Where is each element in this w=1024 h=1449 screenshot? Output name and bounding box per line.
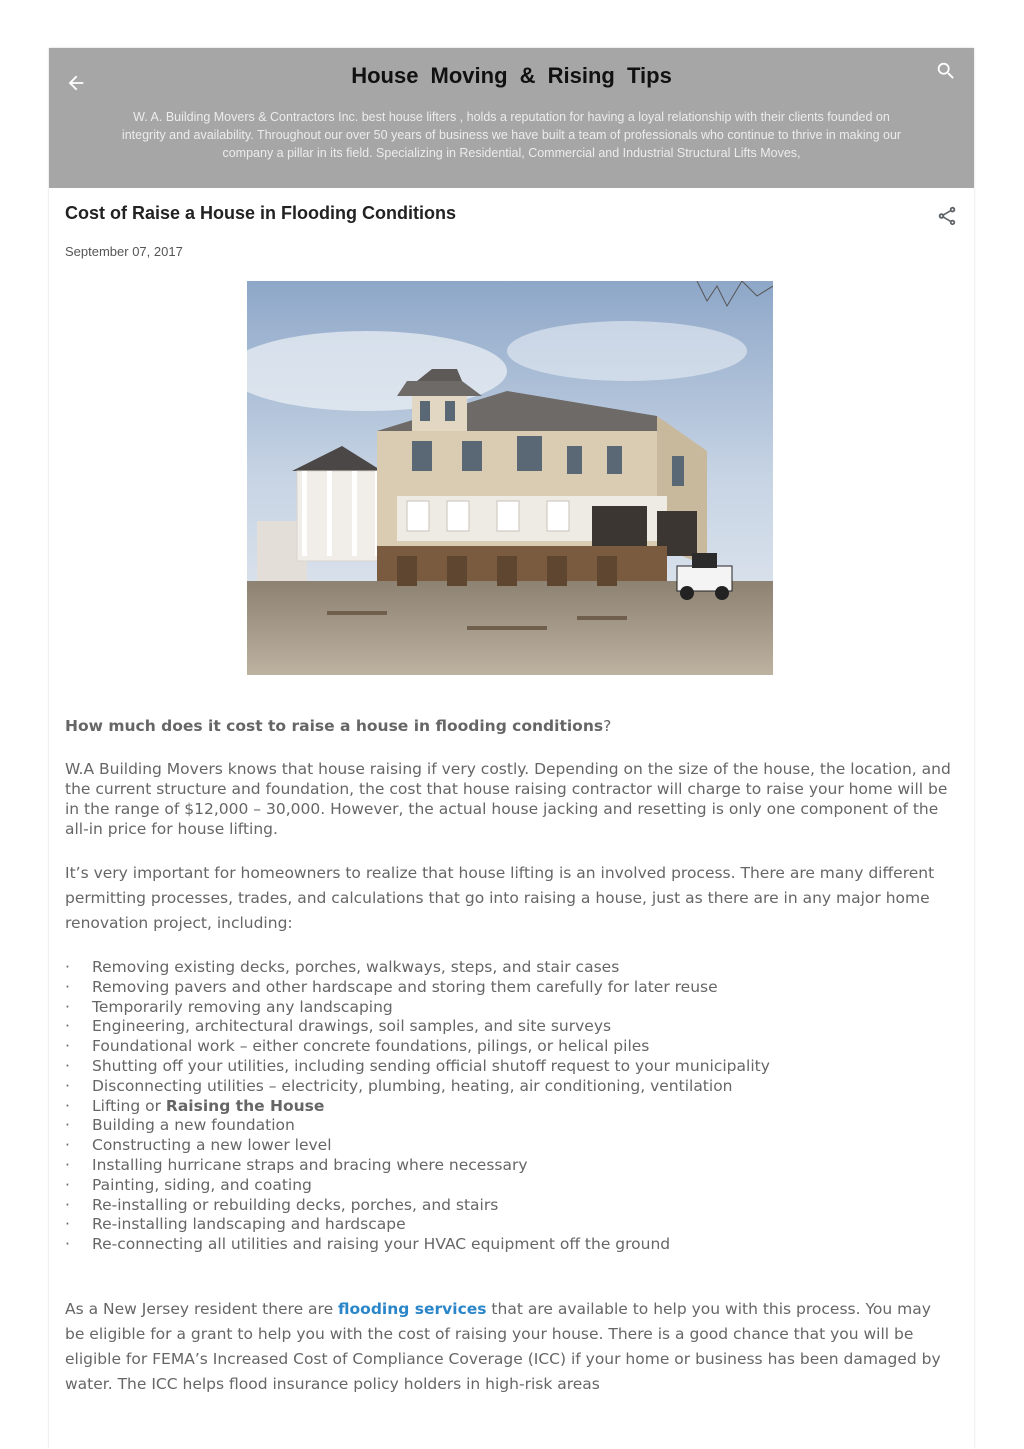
list-item bbox=[65, 978, 955, 998]
bullet: · bbox=[65, 1096, 70, 1115]
list-item bbox=[65, 1097, 955, 1117]
list-item-text: Painting, siding, and coating bbox=[92, 1175, 312, 1194]
bullet: · bbox=[65, 958, 70, 976]
paragraph-3-after: that are available to help you with this process. You may be eligible for a grant to help you with the cost of raising your house. There is a good chance that you will be eligible for FEMA’s Increased Cost of Compliance Coverage (ICC) if your home or business has been damaged by water. The ICC helps flood insurance policy holders in high-risk areas bbox=[65, 1300, 941, 1393]
list-item-text: Temporarily removing any landscaping bbox=[92, 997, 393, 1016]
bullet: · bbox=[65, 1215, 70, 1234]
list-item-text: Engineering, architectural drawings, soil samples, and site surveys bbox=[92, 1017, 612, 1036]
list-item bbox=[65, 1176, 955, 1196]
blog-header bbox=[49, 48, 974, 188]
renovation-steps-list bbox=[65, 958, 955, 1255]
bullet: · bbox=[65, 1056, 70, 1075]
post-paragraph-2: It’s very important for homeowners to realize that house lifting is an involved process. There are many different permitting processes, trades, and calculations that go into raising a house, just as there are in any major home renovation project, including: bbox=[65, 864, 935, 932]
bullet: · bbox=[65, 1235, 70, 1254]
list-item-text: Removing pavers and other hardscape and storing them carefully for later reuse bbox=[92, 977, 718, 996]
bullet: · bbox=[65, 1136, 70, 1155]
list-item-text: Building a new foundation bbox=[92, 1116, 295, 1135]
list-item-text: Re-installing landscaping and hardscape bbox=[92, 1215, 406, 1234]
list-item-text: Disconnecting utilities – electricity, plumbing, heating, air conditioning, ventilation bbox=[92, 1076, 733, 1095]
list-item bbox=[65, 1196, 955, 1216]
list-item bbox=[65, 1077, 955, 1097]
bullet: · bbox=[65, 977, 70, 996]
list-item bbox=[65, 958, 955, 978]
question-mark: ? bbox=[603, 717, 612, 735]
list-item-text: Lifting or bbox=[92, 1096, 161, 1115]
list-item bbox=[65, 1116, 955, 1136]
list-item bbox=[65, 1235, 955, 1255]
blog-description: W. A. Building Movers & Contractors Inc. best house lifters , holds a reputation for having a loyal relationship with their clients founded on integrity and availability. Throughout our over 50 years of business we have built a team of professionals who continue to thrive in making our company a pillar in its field. Specializing in Residential, Commercial and Industrial Structural Lifts Moves, bbox=[121, 110, 902, 160]
bullet: · bbox=[65, 1155, 70, 1174]
list-item-text: Removing existing decks, porches, walkways, steps, and stair cases bbox=[92, 958, 620, 976]
bullet: · bbox=[65, 1017, 70, 1036]
list-item-text: Installing hurricane straps and bracing where necessary bbox=[92, 1155, 528, 1174]
list-item bbox=[65, 998, 955, 1018]
bullet: · bbox=[65, 1076, 70, 1095]
post-paragraph-3 bbox=[65, 1297, 955, 1397]
post-date: September 07, 2017 bbox=[65, 244, 183, 259]
post-question bbox=[65, 717, 945, 735]
raising-the-house-link[interactable]: Raising the House bbox=[165, 1096, 325, 1115]
search-icon[interactable] bbox=[935, 60, 957, 82]
list-item-text: Foundational work – either concrete foundations, pilings, or helical piles bbox=[92, 1037, 650, 1056]
list-item bbox=[65, 1215, 955, 1235]
list-item-text: Re-installing or rebuilding decks, porches, and stairs bbox=[92, 1195, 499, 1214]
list-item-text: Re-connecting all utilities and raising your HVAC equipment off the ground bbox=[92, 1235, 671, 1254]
list-item-text: Shutting off your utilities, including sending official shutoff request to your municipality bbox=[92, 1056, 770, 1075]
question-bold: How much does it cost to raise a house in flooding conditions bbox=[65, 717, 604, 735]
paragraph-3-before: As a New Jersey resident there are bbox=[65, 1300, 334, 1318]
list-item bbox=[65, 1156, 955, 1176]
list-item bbox=[65, 1057, 955, 1077]
list-item bbox=[65, 1017, 955, 1037]
bullet: · bbox=[65, 997, 70, 1016]
bullet: · bbox=[65, 1116, 70, 1135]
list-item bbox=[65, 1136, 955, 1156]
blog-title[interactable]: House Moving & Rising Tips bbox=[351, 63, 672, 88]
list-item bbox=[65, 1037, 955, 1057]
bullet: · bbox=[65, 1195, 70, 1214]
bullet: · bbox=[65, 1175, 70, 1194]
bullet: · bbox=[65, 1037, 70, 1056]
flooding-services-link[interactable]: flooding services bbox=[338, 1300, 487, 1318]
share-icon[interactable] bbox=[936, 205, 958, 227]
raised-house-photo bbox=[247, 281, 773, 675]
post-paragraph-1: W.A Building Movers knows that house raising if very costly. Depending on the size of the house, the location, and the current structure and foundation, the cost that house raising contractor will charge to raise your home will be in the range of $12,000 – 30,000. However, the actual house jacking and resetting is only one component of the all-in price for house lifting. bbox=[65, 760, 951, 838]
list-item-text: Constructing a new lower level bbox=[92, 1136, 332, 1155]
post-title[interactable]: Cost of Raise a House in Flooding Conditions bbox=[65, 203, 456, 223]
